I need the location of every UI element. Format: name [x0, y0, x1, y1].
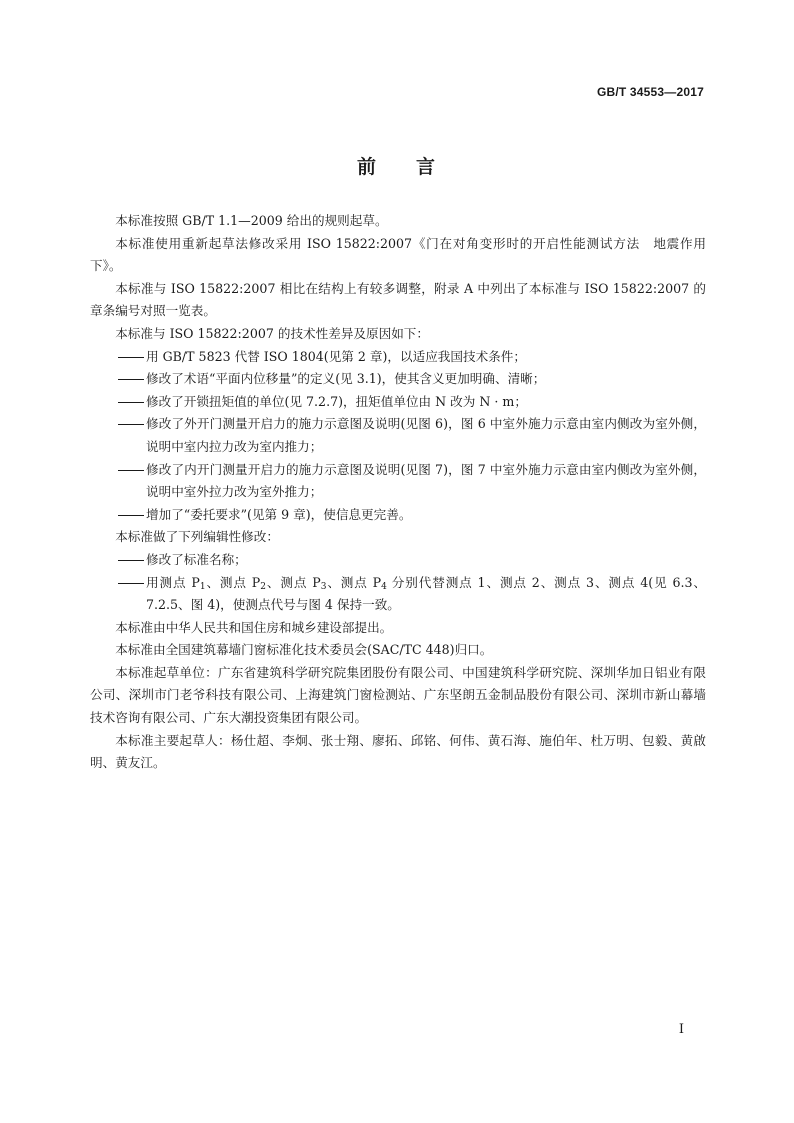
list-item-text: 用测点 $P_1$、测点 $P_2$、测点 $P_3$、测点 $P_4$ 分别代替测点 1、测点 2、测点 3、测点 4(见 6.3、7.2.5、图 4)，使测点代号与图 4 保持一致。 [146, 574, 706, 613]
list-item [90, 346, 706, 369]
list-item-text: 修改了外开门测量开启力的施力示意图及说明(见图 6)，图 6 中室外施力示意由室内侧改为室外侧，说明中室内拉力改为室内推力； [146, 416, 706, 454]
list-item [90, 504, 706, 527]
paragraph-structure: 本标准与 ISO 15822:2007 相比在结构上有较多调整，附录 A 中列出了本标准与 ISO 15822:2007 的章条编号对照一览表。 [90, 280, 706, 319]
list-item-text: 修改了术语“平面内位移量”的定义(见 3.1)，使其含义更加明确、清晰； [146, 371, 546, 387]
foreword-body [90, 210, 706, 775]
paragraph-technical-differences: 本标准与 ISO 15822:2007 的技术性差异及原因如下： [115, 325, 429, 341]
standard-code: GB/T 34553—2017 [596, 85, 704, 99]
paragraph-drafters: 本标准主要起草人：杨仕超、李炯、张士翔、廖拓、邱铭、何伟、黄石海、施伯年、杜万明、包毅、黄啟明、黄友江。 [90, 732, 706, 771]
list-item [90, 572, 706, 617]
paragraph-proposer: 本标准由中华人民共和国住房和城乡建设部提出。 [115, 619, 393, 635]
title-char-2: 言 [416, 156, 438, 178]
list-item-text: 修改了标准名称； [146, 551, 247, 567]
list-item [90, 459, 706, 504]
list-item-text: 修改了开锁扭矩值的单位(见 7.2.7)，扭矩值单位由 N 改为 N · m； [146, 393, 527, 409]
paragraph-committee: 本标准由全国建筑幕墙门窗标准化技术委员会(SAC/TC 448)归口。 [115, 642, 493, 658]
page-title [0, 152, 794, 179]
list-item [90, 368, 706, 391]
list-item [90, 391, 706, 414]
page-number: I [678, 1022, 684, 1037]
paragraph-editorial-changes: 本标准做了下列编辑性修改： [115, 529, 279, 545]
list-item-text: 修改了内开门测量开启力的施力示意图及说明(见图 7)，图 7 中室外施力示意由室内侧改为室外侧，说明中室外拉力改为室外推力； [146, 461, 706, 500]
list-item-text: 增加了“委托要求”(见第 9 章)，使信息更完善。 [146, 506, 412, 522]
title-char-1: 前 [356, 156, 378, 178]
paragraph-drafting-units: 本标准起草单位：广东省建筑科学研究院集团股份有限公司、中国建筑科学研究院、深圳华加日铝业有限公司、深圳市门老爷科技有限公司、上海建筑门窗检测站、广东坚朗五金制品股份有限公司、深圳市新山幕墙技术咨询有限公司、广东大潮投资集团有限公司。 [90, 664, 706, 726]
paragraph-adoption: 本标准使用重新起草法修改采用 ISO 15822:2007《门在对角变形时的开启性能测试方法 地震作用下》。 [90, 235, 706, 274]
list-item [90, 549, 706, 572]
list-item [90, 413, 706, 458]
list-item-text: 用 GB/T 5823 代替 ISO 1804(见第 2 章)，以适应我国技术条件； [146, 348, 526, 364]
paragraph-drafting-rules: 本标准按照 GB/T 1.1—2009 给出的规则起草。 [115, 213, 388, 228]
